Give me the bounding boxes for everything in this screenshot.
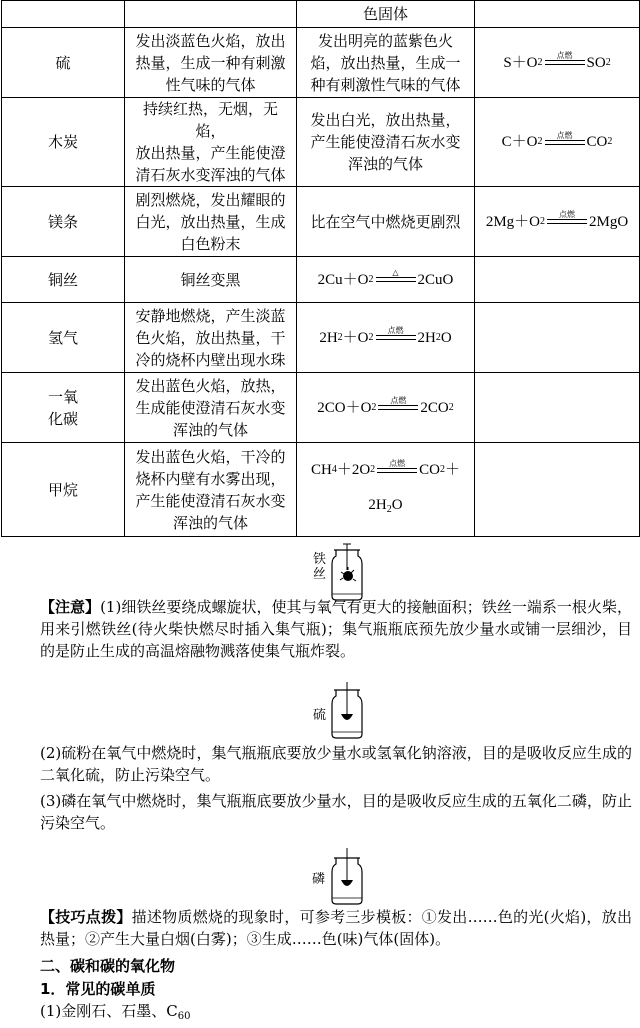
- equation-cell: [475, 443, 640, 537]
- combustion-table: [1, 0, 640, 537]
- equation: [311, 459, 460, 482]
- eq-lhs-pre: 2H: [319, 329, 338, 346]
- tip-label: 【技巧点拨】: [40, 908, 132, 926]
- eq-condition: 点燃: [387, 326, 404, 335]
- table-row: [2, 187, 640, 257]
- oxygen-cell: 发出白光，放出热量， 产生能使澄清石灰水变 浑浊的气体: [297, 98, 475, 187]
- eq-tail: O: [440, 329, 452, 346]
- eq-sub: 2: [440, 464, 445, 475]
- eq-sub: 2: [337, 331, 343, 343]
- equation-cell: [475, 257, 640, 303]
- eq-sub: 4: [331, 464, 337, 475]
- eq-rhs: CO: [586, 134, 608, 150]
- note-2: (2)硫粉在氧气中燃烧时，集气瓶瓶底要放少量水或氢氧化钠溶液，目的是吸收反应生成的二氧化硫，防止污染空气。: [40, 744, 632, 784]
- eq-lhs: ＋2O: [336, 462, 371, 478]
- table-row: [2, 98, 640, 187]
- eq-lhs: ＋O: [342, 329, 369, 346]
- eq-lhs: 2CO＋O: [317, 399, 372, 416]
- eq-rhs: 2CO: [420, 399, 449, 416]
- cell: [125, 1, 297, 28]
- table-row: [2, 303, 640, 373]
- substance-cell: 甲烷: [2, 443, 125, 537]
- note-1-text: (1)细铁丝要绕成螺旋状，使其与氧气有更大的接触面积；铁丝一端系一根火柴，用来引燃铁丝(待火柴快燃尽时插入集气瓶)；集气瓶瓶底预先放少量水或铺一层细沙，目的是防止生成的高温熔融物溅落使集气瓶炸裂。: [40, 598, 632, 660]
- eq-tail: ＋: [445, 462, 461, 478]
- eq-sub: 2: [371, 401, 377, 413]
- header-fragment: 色固体: [297, 1, 475, 28]
- iron-label: 铁 丝: [313, 552, 327, 582]
- air-cell: 发出蓝色火焰，干冷的 烧杯内壁有水雾出现， 产生能使澄清石灰水变 浑浊的气体: [125, 443, 297, 537]
- eq-lhs-pre: CH: [310, 462, 332, 478]
- phosphorus-label: 磷: [312, 872, 326, 887]
- eq-rhs: 2MgO: [589, 213, 629, 230]
- substance-cell: 硫: [2, 28, 125, 98]
- table-row: [2, 28, 640, 98]
- equation: [318, 268, 454, 291]
- equation-cell: [475, 98, 640, 187]
- table-row: [2, 443, 640, 537]
- oxygen-cell: 发出明亮的蓝紫色火 焰，放出热量，生成一 种有刺激性气味的气体: [297, 28, 475, 98]
- eq-sub: 2: [368, 273, 374, 285]
- eq-sub: 2: [368, 331, 374, 343]
- eq-rhs: 2H: [417, 329, 436, 346]
- eq-condition: 点燃: [389, 458, 406, 468]
- phosphorus-figure: [310, 848, 370, 906]
- equation: [317, 396, 454, 419]
- section-heading: 二、碳和碳的氧化物: [40, 957, 176, 975]
- note-3: (3)磷在氧气中燃烧时，集气瓶瓶底要放少量水，目的是吸收反应生成的五氧化二磷，防止污染空气。: [40, 792, 632, 832]
- eq-sub: 2: [435, 331, 441, 343]
- equation: [319, 326, 451, 349]
- air-cell: 铜丝变黑: [125, 257, 297, 303]
- table-header-row: [2, 1, 640, 28]
- table-row: [2, 257, 640, 303]
- item-sub: 60: [177, 1011, 191, 1022]
- cell: [2, 1, 125, 28]
- eq-line2: [301, 494, 470, 521]
- eq-sub: 2: [370, 464, 376, 475]
- eq-condition: 点燃: [390, 396, 407, 405]
- sulfur-figure: [310, 680, 370, 740]
- equation: [503, 51, 610, 74]
- substance-cell: 一氧 化碳: [2, 373, 125, 443]
- cell: [475, 1, 640, 28]
- eq-line2-tail: O: [391, 496, 403, 513]
- subsection-heading: 1．常见的碳单质: [40, 980, 156, 998]
- note-1: [40, 596, 632, 662]
- eq-sub: 2: [537, 56, 543, 68]
- air-cell: 发出蓝色火焰，放热， 生成能使澄清石灰水变 浑浊的气体: [125, 373, 297, 443]
- equation-cell: [475, 373, 640, 443]
- eq-rhs: SO: [586, 54, 606, 71]
- item-line: [40, 1000, 632, 1028]
- air-cell: 持续红热，无烟，无焰， 放出热量，产生能使澄 清石灰水变浑浊的气体: [125, 98, 297, 187]
- eq-rhs: 2CuO: [417, 271, 454, 288]
- air-cell: 剧烈燃烧，发出耀眼的 白光，放出热量，生成 白色粉末: [125, 187, 297, 257]
- eq-sub: 2: [540, 215, 545, 227]
- oxygen-cell: 比在空气中燃烧更剧烈: [297, 187, 475, 257]
- oxygen-cell: [297, 303, 475, 373]
- equation: [502, 131, 613, 154]
- oxygen-cell: [297, 443, 475, 537]
- reaction-arrow: [376, 268, 416, 291]
- eq-condition: 点燃: [556, 51, 573, 60]
- item-text: (1)金刚石、石墨、C: [40, 1002, 178, 1020]
- reaction-arrow: [545, 131, 585, 154]
- reaction-arrow: [547, 210, 587, 233]
- table-row: [2, 373, 640, 443]
- reaction-arrow: [378, 396, 418, 419]
- equation-cell: [475, 28, 640, 98]
- substance-cell: 铜丝: [2, 257, 125, 303]
- eq-sub: 2: [607, 136, 613, 147]
- air-cell: 安静地燃烧，产生淡蓝 色火焰，放出热量，干 冷的烧杯内壁出现水珠: [125, 303, 297, 373]
- eq-rhs: CO: [419, 462, 440, 478]
- equation-cell: [475, 303, 640, 373]
- eq-condition: 点燃: [556, 130, 573, 140]
- oxygen-cell: [297, 373, 475, 443]
- eq-lhs: C＋O: [501, 134, 538, 150]
- eq-sub: 2: [537, 136, 543, 147]
- eq-sub: 2: [448, 401, 454, 413]
- eq-condition: △: [392, 268, 399, 277]
- eq-sub: 2: [386, 503, 392, 515]
- sulfur-label: 硫: [313, 708, 327, 723]
- eq-lhs: 2Cu＋O: [317, 271, 369, 288]
- reaction-arrow: [376, 326, 416, 349]
- substance-cell: 镁条: [2, 187, 125, 257]
- eq-condition: 点燃: [559, 210, 575, 219]
- eq-lhs: S＋O: [503, 54, 538, 71]
- oxygen-cell: [297, 257, 475, 303]
- eq-line2-text: 2H: [368, 496, 387, 513]
- equation-cell: [475, 187, 640, 257]
- substance-cell: 氢气: [2, 303, 125, 373]
- reaction-arrow: [377, 459, 417, 482]
- substance-cell: 木炭: [2, 98, 125, 187]
- eq-lhs: 2Mg＋O: [485, 213, 540, 230]
- tip: [40, 906, 632, 950]
- iron-wire-figure: [310, 540, 370, 602]
- tip-text: 描述物质燃烧的现象时，可参考三步模板：①发出……色的光(火焰)，放出热量；②产生大量白烟(白雾)；③生成……色(味)气体(固体)。: [40, 908, 632, 948]
- equation: [486, 210, 628, 233]
- air-cell: 发出淡蓝色火焰，放出 热量，生成一种有刺激 性气味的气体: [125, 28, 297, 98]
- reaction-arrow: [545, 51, 585, 74]
- note-label: 【注意】: [40, 598, 101, 616]
- eq-sub: 2: [605, 56, 611, 68]
